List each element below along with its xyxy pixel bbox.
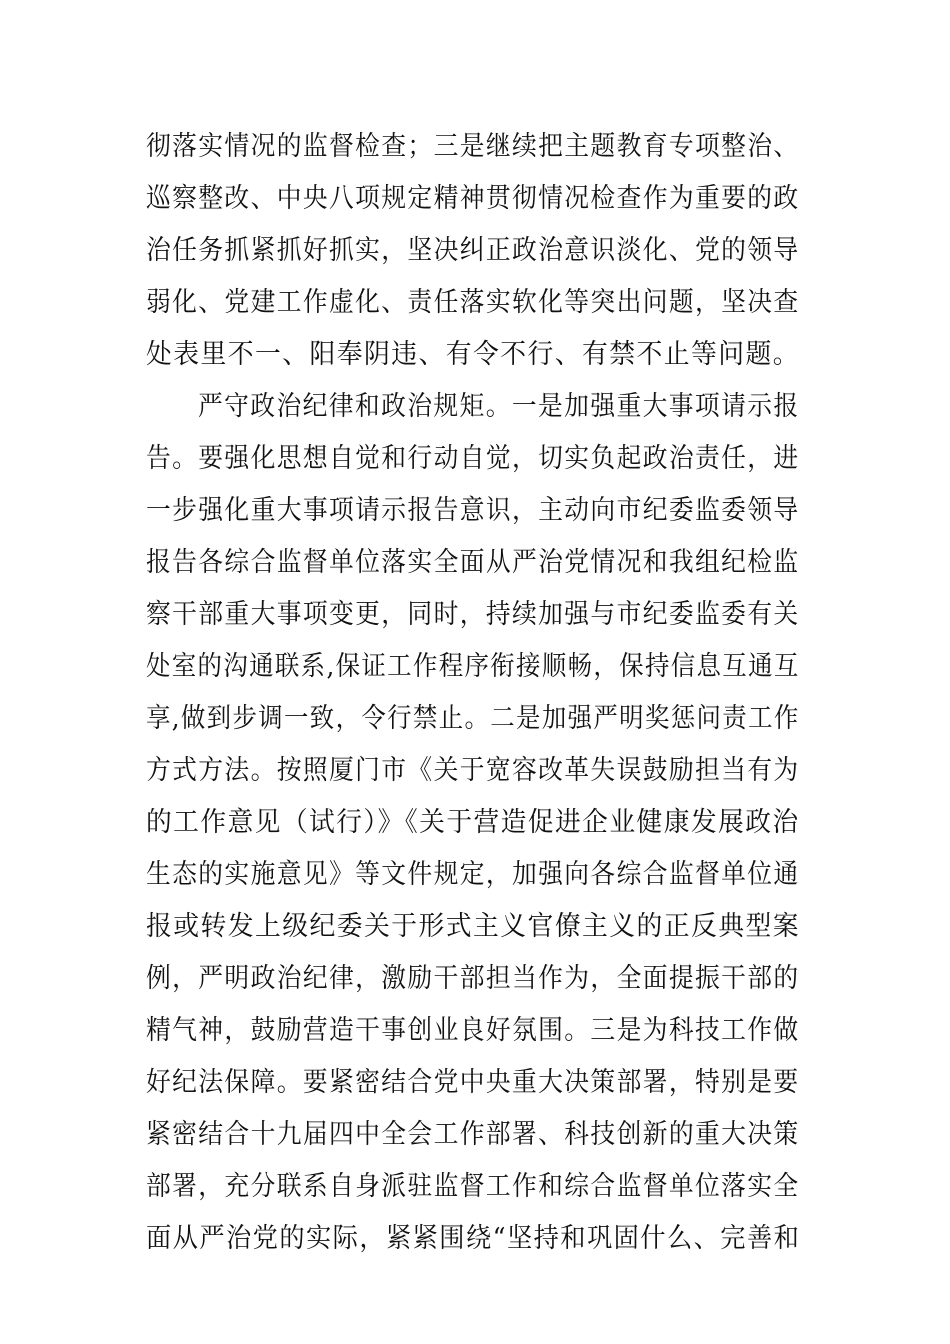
text-line-5: 处表里不一、阳奉阴违、有令不行、有禁不止等问题。: [146, 339, 800, 370]
text-line-1: 彻落实情况的监督检查；三是继续把主题教育专项整治、: [146, 131, 800, 162]
text-line-15: 生态的实施意见》等文件规定，加强向各综合监督单位通: [146, 859, 800, 890]
text-line-16: 报或转发上级纪委关于形式主义官僚主义的正反典型案: [146, 911, 800, 942]
text-line-14: 的工作意见（试行）》《关于营造促进企业健康发展政治: [146, 807, 800, 838]
text-line-19: 好纪法保障。要紧密结合党中央重大决策部署，特别是要: [146, 1067, 800, 1098]
text-line-18: 精气神，鼓励营造干事创业良好氛围。三是为科技工作做: [146, 1015, 800, 1046]
text-line-21: 部署，充分联系自身派驻监督工作和综合监督单位落实全: [146, 1171, 800, 1202]
paragraph-2-first-line: 严守政治纪律和政治规矩。一是加强重大事项请示报: [198, 391, 800, 422]
text-line-12: 享,做到步调一致，令行禁止。二是加强严明奖惩问责工作: [146, 703, 800, 734]
text-line-20: 紧密结合十九届四中全会工作部署、科技创新的重大决策: [146, 1119, 800, 1150]
text-line-10: 察干部重大事项变更，同时，持续加强与市纪委监委有关: [146, 599, 800, 630]
text-line-9: 报告各综合监督单位落实全面从严治党情况和我组纪检监: [146, 547, 800, 578]
text-line-2: 巡察整改、中央八项规定精神贯彻情况检查作为重要的政: [146, 183, 800, 214]
text-line-11: 处室的沟通联系,保证工作程序衔接顺畅，保持信息互通互: [146, 651, 800, 682]
text-line-3: 治任务抓紧抓好抓实，坚决纠正政治意识淡化、党的领导: [146, 235, 800, 266]
text-line-22: 面从严治党的实际，紧紧围绕“坚持和巩固什么、完善和: [146, 1223, 801, 1254]
text-line-7: 告。要强化思想自觉和行动自觉，切实负起政治责任，进: [146, 443, 800, 474]
text-line-8: 一步强化重大事项请示报告意识，主动向市纪委监委领导: [146, 495, 800, 526]
text-line-13: 方式方法。按照厦门市《关于宽容改革失误鼓励担当有为: [146, 755, 800, 786]
text-line-4: 弱化、党建工作虚化、责任落实软化等突出问题，坚决查: [146, 287, 800, 318]
text-line-17: 例，严明政治纪律，激励干部担当作为，全面提振干部的: [146, 963, 800, 994]
